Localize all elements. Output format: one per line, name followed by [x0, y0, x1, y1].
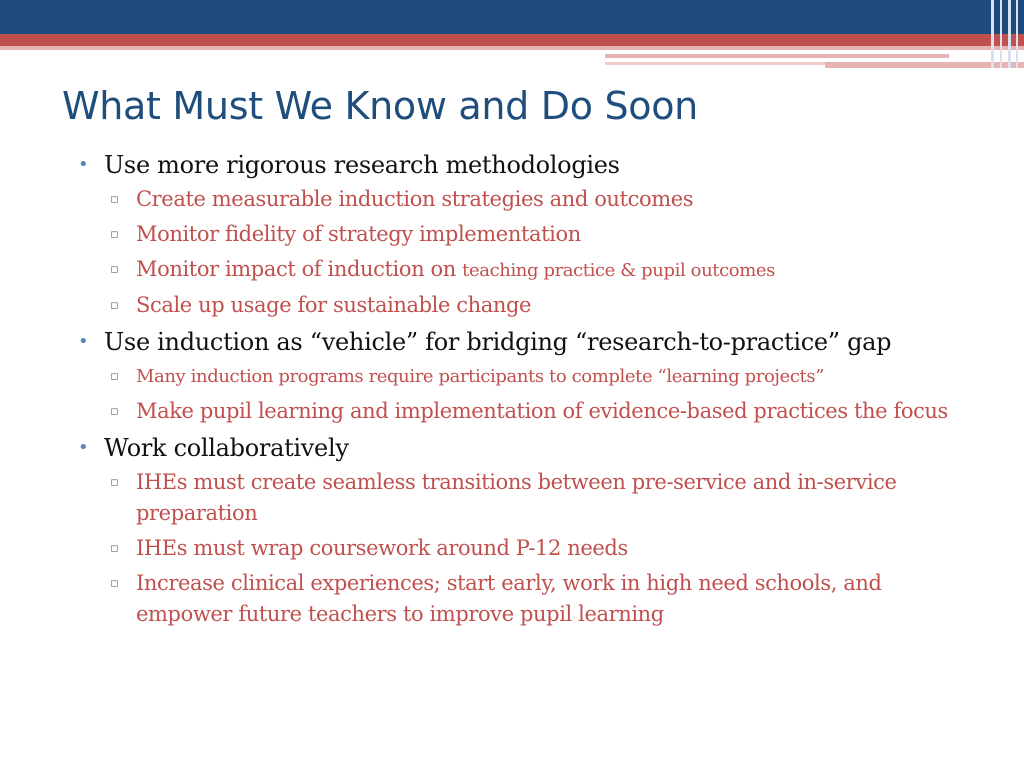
bullet-list [74, 150, 974, 630]
sub-bullet-icon: ▫ [110, 404, 119, 419]
bullet-text: Use more rigorous research methodologies [104, 151, 620, 179]
header-band-navy [0, 0, 1024, 34]
sub-bullet-item [74, 568, 974, 630]
sub-bullet-item [74, 254, 974, 286]
header-band-pink-short [605, 54, 949, 58]
header-stripe [1016, 0, 1018, 68]
sub-bullet-text: Monitor fidelity of strategy implementation [136, 222, 581, 246]
sub-bullet-icon: ▫ [110, 262, 119, 277]
sub-bullet-item [74, 361, 974, 392]
sub-bullet-icon: ▫ [110, 541, 119, 556]
slide-title: What Must We Know and Do Soon [62, 84, 698, 128]
sub-bullet-icon: ▫ [110, 475, 119, 490]
sub-bullet-icon: ▫ [110, 192, 119, 207]
sub-bullet-item [74, 533, 974, 564]
bullet-icon: • [78, 437, 89, 458]
sub-bullet-icon: ▫ [110, 298, 119, 313]
sub-bullet-text: IHEs must wrap coursework around P-12 needs [136, 536, 628, 560]
bullet-icon: • [78, 331, 89, 352]
bullet-item [74, 327, 974, 357]
sub-bullet-icon: ▫ [110, 576, 119, 591]
header-stripe [1008, 0, 1011, 68]
sub-bullet-icon: ▫ [110, 227, 119, 242]
sub-bullet-text: Make pupil learning and implementation of evidence-based practices the focus [136, 399, 948, 423]
sub-bullet-icon: ▫ [110, 369, 119, 384]
header-stripe [991, 0, 994, 68]
sub-bullet-item [74, 467, 974, 529]
header-band-red [0, 34, 1024, 46]
sub-bullet-text: Monitor impact of induction on [136, 257, 463, 281]
sub-bullet-text: Scale up usage for sustainable change [136, 293, 532, 317]
header-band-pink-thin [605, 62, 825, 65]
sub-bullet-item [74, 219, 974, 250]
sub-bullet-text: Create measurable induction strategies and outcomes [136, 187, 694, 211]
header-stripe [1000, 0, 1002, 68]
sub-bullet-text: Increase clinical experiences; start early, work in high need schools, and empower future teachers to improve pupil learning [136, 571, 882, 626]
bullet-icon: • [78, 154, 89, 175]
header-band-pink [0, 46, 1024, 50]
bullet-item [74, 150, 974, 180]
header-band-pink-right [825, 62, 1024, 68]
bullet-text: Use induction as “vehicle” for bridging “research-to-practice” gap [104, 328, 892, 356]
sub-bullet-item [74, 290, 974, 321]
bullet-item [74, 433, 974, 463]
bullet-text: Work collaboratively [104, 434, 349, 462]
sub-bullet-item [74, 396, 974, 427]
sub-bullet-text: Many induction programs require participants to complete “learning projects” [136, 366, 825, 387]
sub-bullet-text: IHEs must create seamless transitions between pre-service and in-service preparation [136, 470, 897, 525]
sub-bullet-item [74, 184, 974, 215]
sub-bullet-text-small: teaching practice & pupil outcomes [462, 260, 775, 281]
